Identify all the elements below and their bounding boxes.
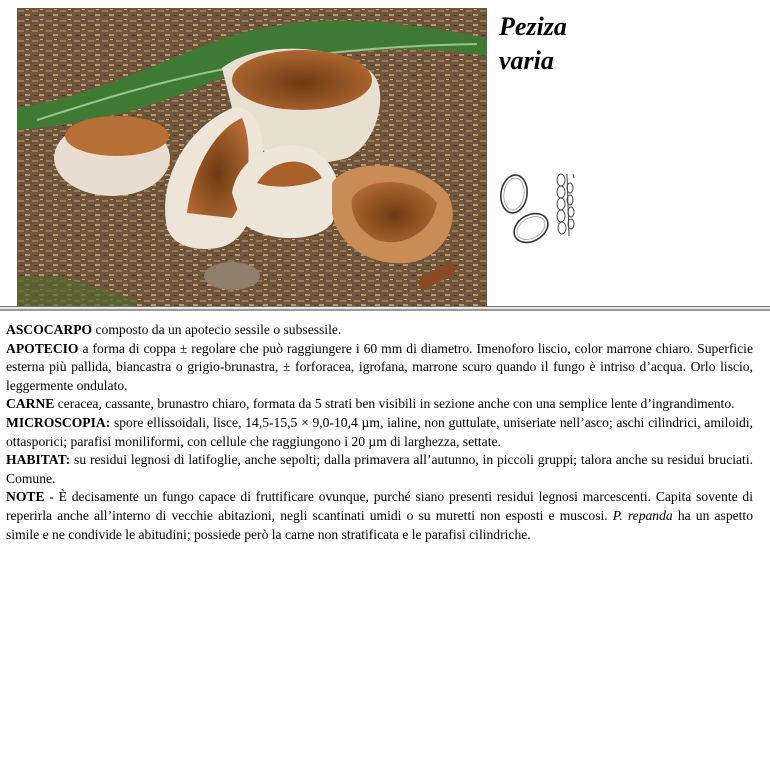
microscopy-drawing <box>497 168 579 250</box>
section-body: spore ellissoidali, lisce, 14,5-15,5 × 9,0-10,4 µm, ialine, non guttulate, uniseriate nell’asco; aschi cilindrici, amiloidi, ottasporici; parafisi moniliformi, con cellule che raggiungono i 20 µm di larghezza, settate. <box>6 414 753 449</box>
section-heading: CARNE <box>6 396 55 412</box>
description-text <box>6 321 753 544</box>
section-ascocarpo <box>6 321 753 340</box>
species-name <box>499 10 567 78</box>
section-note <box>6 488 753 544</box>
section-body: ha un aspetto simile e ne condivide le abitudini; possiede però la carne non stratificata e le parafisi cilindriche. <box>6 507 754 542</box>
section-body: - È decisamente un fungo capace di fruttificare ovunque, purché siano presenti residui legnosi marcescenti. Capita sovente di reperirla anche all’interno di vecchie abitazioni, negli scantinati umidi o su muretti non esposti e muscosi. <box>6 489 753 523</box>
section-heading: NOTE <box>6 489 45 505</box>
section-heading: HABITAT: <box>6 452 71 468</box>
spore-drawing-icon <box>497 168 579 250</box>
section-body: su residui legnosi di latifoglie, anche sepolti; dalla primavera all’autunno, in piccoli gruppi; talora anche su residui bruciati. Comune. <box>6 452 753 486</box>
section-body: a forma di coppa ± regolare che può raggiungere i 60 mm di diametro. Imenoforo liscio, color marrone chiaro. Superficie esterna più pallida, biancastra o grigio-brunastra, ± forforacea, igrofana, marrone scuro quando il fungo è intriso d’acqua. Orlo liscio, leggermente ondulato. <box>6 340 753 393</box>
section-heading: ASCOCARPO <box>6 322 93 337</box>
section-carne <box>6 395 753 414</box>
genus-name: Peziza <box>499 12 567 41</box>
section-microscopia <box>6 414 753 451</box>
section-heading: MICROSCOPIA: <box>6 414 111 430</box>
epithet-name: varia <box>499 46 554 75</box>
species-reference: P. repanda <box>612 507 673 523</box>
section-heading: APOTECIO <box>6 340 79 356</box>
section-divider <box>0 306 770 311</box>
section-apotecio <box>6 340 753 396</box>
section-body: ceracea, cassante, brunastro chiaro, formata da 5 strati ben visibili in sezione anche con una semplice lente d’ingrandimento. <box>54 396 735 412</box>
section-body: composto da un apotecio sessile o subsessile. <box>92 322 342 337</box>
section-habitat <box>6 451 753 488</box>
mushroom-photo <box>17 8 487 307</box>
